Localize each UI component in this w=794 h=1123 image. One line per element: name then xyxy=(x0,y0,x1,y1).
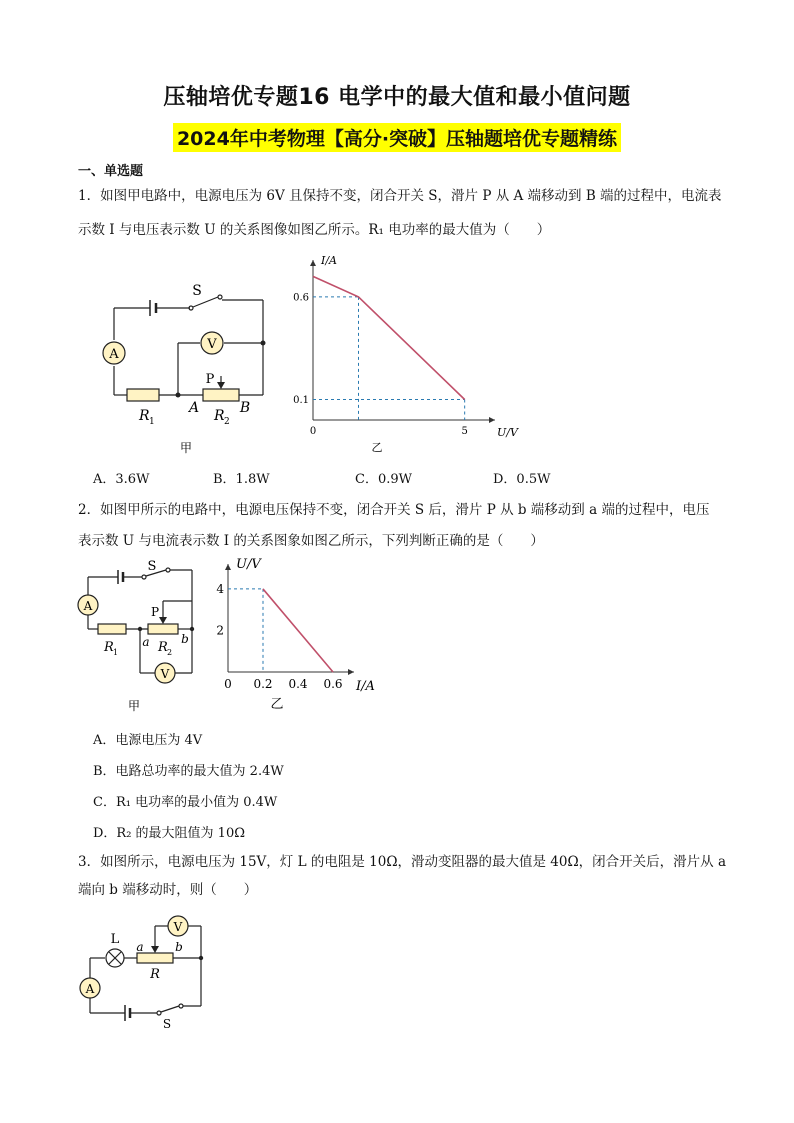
r1-subscript: 1 xyxy=(149,417,155,427)
r1-label: R xyxy=(139,408,150,424)
question-3-line-2: 端向 b 端移动时，则（ ） xyxy=(78,882,258,898)
voltmeter-label: V xyxy=(207,337,217,352)
x-axis-label: I/A xyxy=(356,679,375,694)
voltmeter-label: V xyxy=(173,920,183,934)
question-3-circuit-diagram xyxy=(75,908,225,1033)
y-tick-label: 4 xyxy=(216,581,224,596)
circuit-caption: 甲 xyxy=(179,441,193,455)
page-subtitle: 2024年中考物理【高分·突破】压轴题培优专题精练 xyxy=(173,123,621,152)
question-1-text xyxy=(78,186,728,240)
x-tick-label: 0.2 xyxy=(253,677,273,691)
r2-label: R xyxy=(214,408,225,424)
y-tick-label: 0.6 xyxy=(293,292,309,304)
x-tick-label: 0 xyxy=(309,426,317,437)
x-axis-arrow xyxy=(489,417,495,423)
option-d[interactable]: D．R₂ 的最大阻值为 10Ω xyxy=(93,826,246,841)
question-1-line-2: 示数 I 与电压表示数 U 的关系图像如图乙所示。R₁ 电功率的最大值为（ ） xyxy=(78,222,551,238)
ammeter-label: A xyxy=(85,982,95,996)
end-a-label: a xyxy=(142,635,150,649)
end-b-label: b xyxy=(175,940,183,954)
y-axis-arrow xyxy=(225,564,231,570)
graph-caption: 乙 xyxy=(371,441,383,454)
question-2-text xyxy=(78,500,728,551)
switch-label: S xyxy=(192,283,202,299)
graph-caption: 乙 xyxy=(270,697,284,712)
series-line xyxy=(313,276,465,399)
y-axis-label: U/V xyxy=(236,557,261,572)
question-1-graph xyxy=(290,254,518,465)
r2-subscript: 2 xyxy=(167,648,173,657)
question-1-options xyxy=(93,468,550,487)
voltmeter-label: V xyxy=(160,667,170,681)
y-tick-label: 2 xyxy=(216,623,224,638)
question-2-graph xyxy=(205,558,380,718)
x-tick-label: 0.6 xyxy=(323,677,343,691)
y-axis-label: I/A xyxy=(321,254,337,267)
question-2-circuit-diagram xyxy=(72,560,212,715)
x-tick-label: 0 xyxy=(224,677,232,691)
switch-label: S xyxy=(162,1017,172,1031)
series-line xyxy=(263,589,333,672)
y-tick-label: 0.1 xyxy=(293,394,309,406)
ammeter-label: A xyxy=(109,347,119,362)
section-label: 一、单选题 xyxy=(78,164,144,179)
lamp-icon xyxy=(106,949,124,967)
option-d[interactable]: D．0.5W xyxy=(493,472,551,487)
r2-label: R xyxy=(158,640,168,655)
r1-subscript: 1 xyxy=(113,648,119,657)
x-axis-arrow xyxy=(348,669,354,675)
slider-label: P xyxy=(150,605,160,619)
option-c[interactable]: C．0.9W xyxy=(355,472,412,487)
option-b[interactable]: B．1.8W xyxy=(213,472,270,487)
x-tick-label: 0.4 xyxy=(288,677,308,691)
resistor-label: R xyxy=(150,967,160,982)
option-c[interactable]: C．R₁ 电功率的最小值为 0.4W xyxy=(93,795,278,810)
r1-label: R xyxy=(104,640,114,655)
question-1-line-1: 1．如图甲电路中，电源电压为 6V 且保持不变，闭合开关 S，滑片 P 从 A 端移动到 B 端的过程中，电流表 xyxy=(78,188,722,204)
page-title: 压轴培优专题16 电学中的最大值和最小值问题 xyxy=(163,85,631,110)
question-2-line-1: 2．如图甲所示的电路中，电源电压保持不变，闭合开关 S 后，滑片 P 从 b 端移动到 a 端的过程中，电压 xyxy=(78,502,710,518)
question-1-circuit-diagram xyxy=(90,270,290,460)
end-b-label: b xyxy=(181,632,189,646)
ammeter-label: A xyxy=(83,599,93,613)
r2-subscript: 2 xyxy=(224,417,230,427)
lamp-label: L xyxy=(110,932,120,947)
y-axis-arrow xyxy=(310,260,316,266)
slider-label: P xyxy=(205,372,215,387)
x-axis-label: U/V xyxy=(497,426,518,439)
end-a-label: a xyxy=(136,940,144,954)
question-2-line-2: 表示数 U 与电流表示数 I 的关系图象如图乙所示，下列判断正确的是（ ） xyxy=(78,533,544,549)
option-a[interactable]: A．电源电压为 4V xyxy=(93,733,203,748)
question-3-text xyxy=(78,852,728,900)
circuit-caption: 甲 xyxy=(127,699,141,713)
x-tick-label: 5 xyxy=(461,426,468,437)
option-b[interactable]: B．电路总功率的最大值为 2.4W xyxy=(93,764,284,779)
end-b-label: B xyxy=(239,400,251,416)
option-a[interactable]: A．3.6W xyxy=(93,472,150,487)
question-3-line-1: 3．如图所示，电源电压为 15V，灯 L 的电阻是 10Ω，滑动变阻器的最大值是 40Ω，闭合开关后，滑片从 a xyxy=(78,854,727,870)
switch-label: S xyxy=(147,559,157,574)
end-a-label: A xyxy=(188,400,200,416)
